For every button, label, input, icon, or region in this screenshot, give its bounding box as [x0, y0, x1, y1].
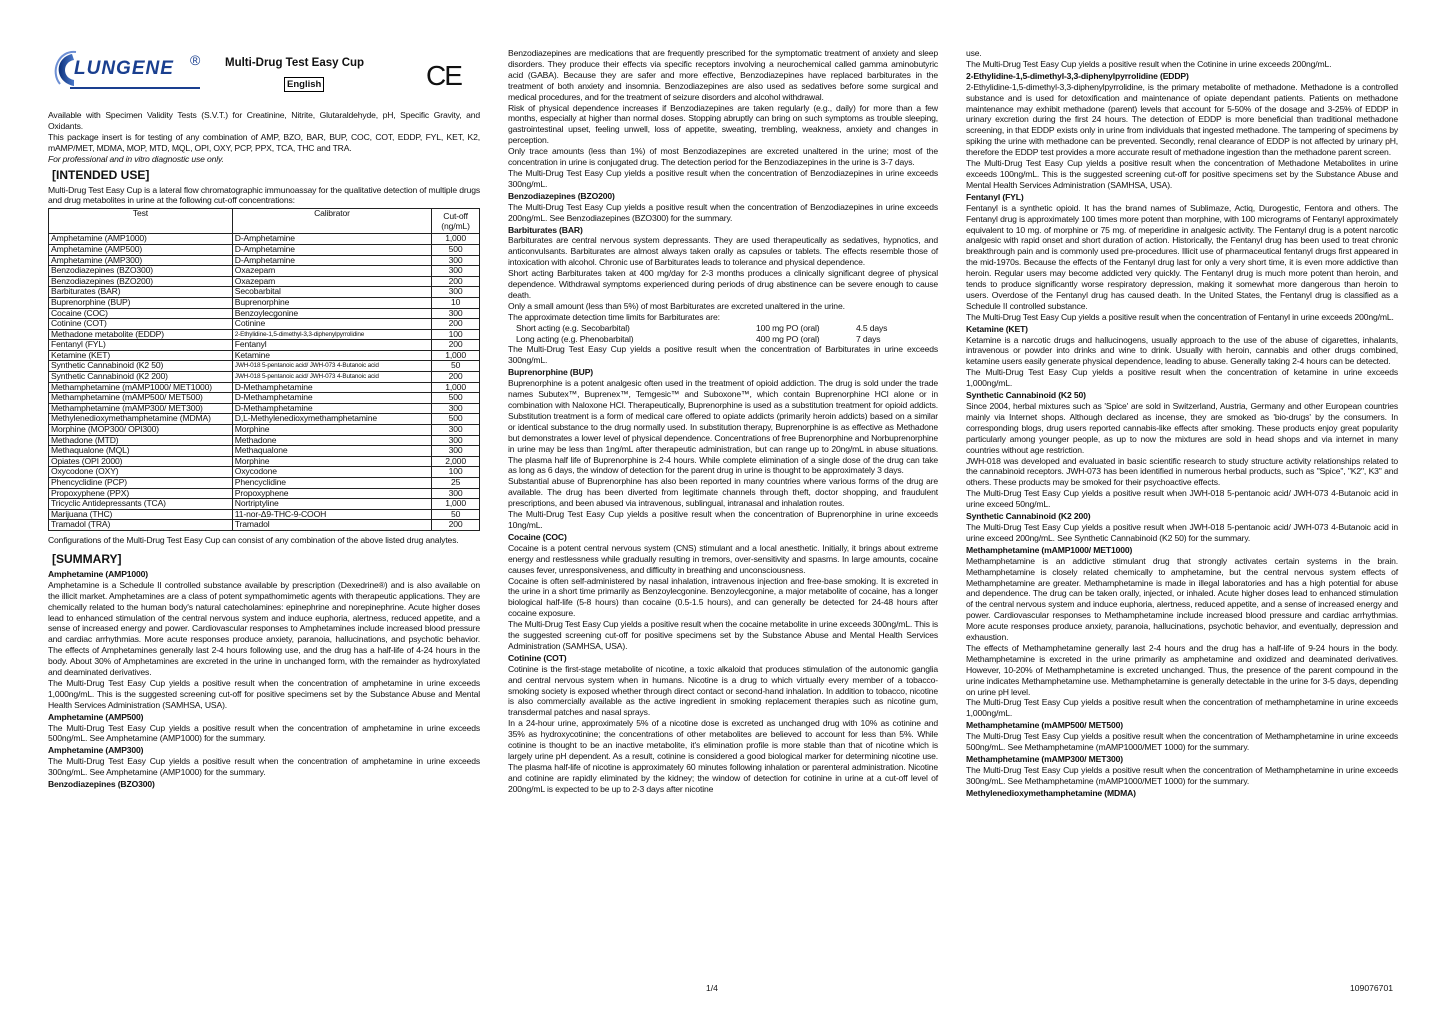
section-subheading: Buprenorphine (BUP) [508, 367, 593, 378]
paragraph: Risk of physical dependence increases if Benzodiazepines are taken regularly (e.g., daily) for more than a few months, especially at higher than normal doses. Stopping abruptly can bring on such symptoms as trouble sleeping, gastrointestinal upset, feeling unwell, loss of appetite, sweating, trembling, weakness, anxiety and changes in perception. [508, 102, 938, 146]
paragraph: Buprenorphine is a potent analgesic often used in the treatment of opioid addiction. The drug is sold under the trade names Subutex™, Buprenex™, Temgesic™ and Suboxone™, which contain Buprenorphine HCl alone or in combination with Naloxone HCl. Therapeutically, Buprenorphine is used as a substitution treatment for opioid addicts. Substitution treatment is a form of medical care offered to opiate addicts (primarily heroin addicts) based on a similar or identical substance to the drug normally used. In substitution therapy, Buprenorphine is as effective as Methadone but demonstrates a lower level of physical dependence. Concentrations of free Buprenorphine and Norbuprenorphine in urine may be less than 1ng/mL after therapeutic administration, but can range up to 20ng/mL in abuse situations. The plasma half life of Buprenorphine is 2-4 hours. While complete elimination of a single dose of the drug can take as long as 6 days, the window of detection for the parent drug in urine is thought to be approximately 3 days. [508, 378, 938, 476]
cell-cutoff: 200 [432, 319, 480, 330]
detection-time-row [508, 334, 938, 345]
ce-mark-icon: CE [426, 60, 461, 91]
intended-use-text: Multi-Drug Test Easy Cup is a lateral flow chromatographic immunoassay for the qualitative detection of multiple drugs and drug metabolites in urine at the following cut-off concentrations: [48, 184, 480, 206]
cell-test: Morphine (MOP300/ OPI300) [49, 425, 233, 436]
section-subheading: Methamphetamine (mAMP1000/ MET1000) [966, 544, 1133, 555]
paragraph: Ketamine is a narcotic drugs and hallucinogens, usually approach to the use of the abuse of cigarettes, inhalants, intravenous or powder into drinks and wine to drink. Usually with heroin, cannabis and other drugs combined, ketamine users easily generate physical dependence, leading to abuse. Generally taking 2-4 hours can be detected. [966, 334, 1398, 367]
paragraph: use. [966, 48, 982, 58]
cell-test: Methamphetamine (mAMP1000/ MET1000) [49, 382, 233, 393]
cell-test: Amphetamine (AMP500) [49, 244, 233, 255]
paragraph: Fentanyl is a synthetic opioid. It has the brand names of Sublimaze, Actiq, Durogestic, Fentora and others. The Fentanyl drug is approximately 100 times more potent than morphine, with 100 micrograms of Fentanyl approximately equivalent to 10 mg. of morphine or 75 mg. of meperidine in analgesic activity. The Fentanyl drug is a potent narcotic analgesic with rapid onset and short duration of action. Historically, the Fentanyl drug has been used to treat chronic breakthrough pain and is commonly used pre-procedures. Illicit use of pharmaceutical fentanyl drugs first appeared in the mid-1970s. Because the effects of the Fentanyl drug last for only a very short time, it is even more addictive than heroin. Regular users may become addicted very quickly. The Fentanyl drug is much more potent than heroin, and tends to produce significantly worse respiratory depression, making it somewhat more dangerous than heroin to users. Overdose of the Fentanyl drug has caused death. In the United States, the Fentanyl drug is classified as a Schedule II controlled substance. [966, 202, 1398, 311]
page-number: 1/4 [706, 983, 718, 993]
cell-calibrator: Buprenorphine [232, 297, 431, 308]
cell-cutoff: 50 [432, 361, 480, 372]
column-1 [48, 110, 480, 790]
section-subheading: Benzodiazepines (BZO200) [508, 190, 615, 201]
document-title: Multi-Drug Test Easy Cup [225, 57, 365, 69]
paragraph: JWH-018 was developed and evaluated in basic scientific research to study structure activity relationships related to the cannabinoid receptors. JWH-073 has been identified in numerous herbal products, such as "Spice", "K2", K3" and others. These products may be smoked for their psychoactive effects. [966, 455, 1398, 488]
cell-calibrator: Cotinine [232, 319, 431, 330]
table-row [49, 340, 480, 351]
cell-test: Synthetic Cannabinoid (K2 50) [49, 361, 233, 372]
cell-calibrator: Morphine [232, 425, 431, 436]
section-subheading: Benzodiazepines (BZO300) [48, 779, 155, 790]
cell-calibrator: Oxycodone [232, 467, 431, 478]
logo-text: LUNGENE [74, 58, 174, 79]
table-row [49, 435, 480, 446]
intro-svt: Available with Specimen Validity Tests (S.V.T.) for Creatinine, Nitrite, Glutaraldehyde, pH, Specific Gravity, and Oxidants. [48, 110, 480, 131]
cell-cutoff: 300 [432, 308, 480, 319]
paragraph: The Multi-Drug Test Easy Cup yields a positive result when JWH-018 5-pentanoic acid/ JWH-073 4-Butanoic acid in urine exceed 200ng/mL. See Synthetic Cannabinoid (K2 50) for the summary. [966, 521, 1398, 543]
cell-test: Opiates (OPI 2000) [49, 456, 233, 467]
paragraph: 2-Ethylidine-1,5-dimethyl-3,3-diphenylpyrrolidine, is the primary metabolite of methadone. Methadone is a controlled substance and is used for detoxification and maintenance of opiate dependant patients. Patients on methadone maintenance may exhibit methadone (parent) levels that account for 5-50% of the dosage and 3-25% of EDDP in urinary excretion during the first 24 hours. The detection of EDDP is more beneficial than traditional methadone screening, in that EDDP exists only in urine from individuals that ingested methadone. The tampering of specimens by spiking the urine with methadone can be prevented. Secondly, renal clearance of EDDP is not affected by urinary pH, therefore the EDDP test provides a more accurate result of methadone ingestion than the methadone parent screen. [966, 81, 1398, 158]
section-subheading: 2-Ethylidine-1,5-dimethyl-3,3-diphenylpyrrolidine (EDDP) [966, 70, 1189, 81]
table-row [49, 308, 480, 319]
cell-calibrator: D-Methamphetamine [232, 393, 431, 404]
table-row [49, 446, 480, 457]
cell-test: Phencyclidine (PCP) [49, 478, 233, 489]
intro-professional: For professional and in vitro diagnostic use only. [48, 153, 224, 164]
cell-test: Oxycodone (OXY) [49, 467, 233, 478]
document-code: 109076701 [1350, 983, 1394, 993]
table-row [49, 520, 480, 531]
column-3 [966, 48, 1398, 799]
cell-cutoff: 200 [432, 520, 480, 531]
table-header-row [49, 209, 480, 234]
cell-test: Fentanyl (FYL) [49, 340, 233, 351]
cell-calibrator: Oxazepam [232, 266, 431, 277]
table-row [49, 329, 480, 340]
paragraph: The Multi-Drug Test Easy Cup yields a positive result when the concentration of Benzodiazepines in urine exceeds 300ng/mL. [508, 167, 938, 189]
cell-calibrator: 11-nor-Δ9-THC-9-COOH [232, 509, 431, 520]
cell-cutoff: 200 [432, 276, 480, 287]
paragraph: Only a small amount (less than 5%) of most Barbiturates are excreted unaltered in the urine. [508, 300, 845, 311]
header-cutoff: Cut-off (ng/mL) [432, 209, 480, 234]
paragraph: The Multi-Drug Test Easy Cup yields a positive result when the concentration of Methadone Metabolites in urine exceeds 100ng/mL. This is the suggested screening cut-off for positive specimens set by the Substance Abuse and Mental Health Services Administration (SAMHSA, USA). [966, 158, 1398, 190]
intended-use-heading: [INTENDED USE] [52, 167, 150, 182]
paragraph: Substantial abuse of Buprenorphine has also been reported in many countries where various forms of the drug are available. The drug has been diverted from legitimate channels through theft, doctor shopping, and fraudulent prescriptions, and been abused via intravenous, sublingual, intranasal and inhalation routes. [508, 476, 938, 509]
cell-test: Amphetamine (AMP300) [49, 255, 233, 266]
cell-cutoff: 300 [432, 255, 480, 266]
config-text: Configurations of the Multi-Drug Test Easy Cup can consist of any combination of the above listed drug analytes. [48, 534, 459, 545]
paragraph: Benzodiazepines are medications that are frequently prescribed for the symptomatic treatment of anxiety and sleep disorders. They produce their effects via specific receptors involving a neurochemical called gamma aminobutyric acid (GABA). Because they are safer and more effective, Benzodiazepines have replaced barbiturates in the treatment of both anxiety and insomnia. Benzodiazepines are also used as sedatives before some surgical and medical procedures, and for the treatment of seizure disorders and alcohol withdrawal. [508, 48, 938, 102]
paragraph: The Multi-Drug Test Easy Cup yields a positive result when the concentration of amphetamine in urine exceeds 300ng/mL. See Amphetamine (AMP1000) for the summary. [48, 756, 480, 778]
paragraph: The Multi-Drug Test Easy Cup yields a positive result when the Cotinine in urine exceeds 200ng/mL. [966, 58, 1332, 69]
cell-test: Methadone (MTD) [49, 435, 233, 446]
cell-cutoff: 1,000 [432, 350, 480, 361]
paragraph: The Multi-Drug Test Easy Cup yields a positive result when JWH-018 5-pentanoic acid/ JWH-073 4-Butanoic acid in urine exceed 50ng/mL. [966, 488, 1398, 510]
table-row [49, 234, 480, 245]
table-row [49, 244, 480, 255]
detection-time-cell: 4.5 days [856, 322, 888, 333]
cell-calibrator: Ketamine [232, 350, 431, 361]
table-row [49, 287, 480, 298]
section-subheading: Synthetic Cannabinoid (K2 200) [966, 511, 1091, 522]
cell-calibrator: Methadone [232, 435, 431, 446]
section-subheading: Synthetic Cannabinoid (K2 50) [966, 390, 1086, 401]
paragraph: The approximate detection time limits for Barbiturates are: [508, 311, 720, 322]
paragraph: In a 24-hour urine, approximately 5% of a nicotine dose is excreted as unchanged drug with 10% as cotinine and 35% as hydroxycotinine; the concentrations of other metabolites are believed to account for less than 5%. While cotinine is thought to be an inactive metabolite, it's elimination profile is more stable than that of nicotine which is largely urine pH dependent. As a result, cotinine is considered a good biological marker for determining nicotine use. The plasma half-life of nicotine is approximately 60 minutes following inhalation or parenteral administration. Nicotine and cotinine are rapidly eliminated by the kidney; the window of detection for cotinine in urine at a cut-off level of 200ng/mL is expected to be up to 2-3 days after nicotine [508, 718, 938, 794]
section-subheading: Amphetamine (AMP1000) [48, 568, 149, 579]
cell-calibrator: D,L-Methylenedioxymethamphetamine [232, 414, 431, 425]
paragraph: The Multi-Drug Test Easy Cup yields a positive result when the concentration of methamphetamine in urine exceeds 1,000ng/mL. [966, 697, 1398, 719]
table-row [49, 414, 480, 425]
detection-time-cell: Short acting (e.g. Secobarbital) [516, 322, 630, 333]
table-row [49, 319, 480, 330]
cell-cutoff: 300 [432, 403, 480, 414]
cell-cutoff: 300 [432, 435, 480, 446]
cell-test: Benzodiazepines (BZO200) [49, 276, 233, 287]
cell-test: Buprenorphine (BUP) [49, 297, 233, 308]
cell-cutoff: 300 [432, 287, 480, 298]
cell-test: Tricyclic Antidepressants (TCA) [49, 499, 233, 510]
paragraph: The Multi-Drug Test Easy Cup yields a positive result when the concentration of Benzodiazepines in urine exceeds 200ng/mL. See Benzodiazepines (BZO300) for the summary. [508, 201, 938, 223]
cell-calibrator: Methaqualone [232, 446, 431, 457]
paragraph: Short acting Barbiturates taken at 400 mg/day for 2-3 months produces a clinically significant degree of physical dependence. Withdrawal symptoms experienced during periods of drug abstinence can be severe enough to cause death. [508, 268, 938, 300]
cell-calibrator: D-Methamphetamine [232, 382, 431, 393]
paragraph: The Multi-Drug Test Easy Cup yields a positive result when the concentration of ketamine in urine exceeds 1,000ng/mL. [966, 367, 1398, 389]
paragraph: Since 2004, herbal mixtures such as 'Spice' are sold in Switzerland, Austria, Germany and other European countries mainly via Internet shops. Although declared as incense, they are smoked as 'bio-drugs' by the consumers. In corresponding blogs, drug users reported cannabis-like effects after smoking. These products enjoy great popularity particularly among younger people, as up to now the mixtures are sold in head shops and via internet in many countries without age restriction. [966, 401, 1398, 455]
cell-test: Amphetamine (AMP1000) [49, 234, 233, 245]
cell-cutoff: 200 [432, 340, 480, 351]
header-calibrator: Calibrator [232, 209, 431, 234]
cell-cutoff: 300 [432, 488, 480, 499]
table-row [49, 509, 480, 520]
paragraph: The Multi-Drug Test Easy Cup yields a positive result when the concentration of Barbiturates in urine exceeds 300ng/mL. [508, 344, 938, 366]
table-row [49, 488, 480, 499]
paragraph: Cotinine is the first-stage metabolite of nicotine, a toxic alkaloid that produces stimulation of the autonomic ganglia and central nervous system when in humans. Nicotine is a drug to which virtually every member of a tobacco-smoking society is exposed whether through direct contact or second-hand inhalation. In addition to tobacco, nicotine is also commercially available as the active ingredient in smoking replacement therapies such as nicotine gum, transdermal patches and nasal sprays. [508, 663, 938, 718]
cell-calibrator: D-Amphetamine [232, 234, 431, 245]
paragraph: Amphetamine is a Schedule II controlled substance available by prescription (Dexedrine®) and is also available on the illicit market. Amphetamines are a class of potent sympathomimetic agents with therapeutic applications. They are chemically related to the human body's natural catecholamines: epinephrine and norepinephrine. Acute higher doses lead to enhanced stimulation of the central nervous system and induce euphoria, alertness, reduced appetite, and a sense of increased energy and power. Cardiovascular responses to Amphetamines include increased blood pressure and cardiac arrhythmias. More acute responses produce anxiety, paranoia, hallucinations, and psychotic behavior. The effects of Amphetamines generally last 2-4 hours following use, and the drug has a half-life of 4-24 hours in the body. About 30% of Amphetamines are excreted in the urine in unchanged form, with the remainder as hydroxylated and deaminated derivatives. [48, 579, 480, 678]
cell-cutoff: 300 [432, 266, 480, 277]
header-test: Test [49, 209, 233, 234]
cell-calibrator: Secobarbital [232, 287, 431, 298]
paragraph: Only trace amounts (less than 1%) of most Benzodiazepines are excreted unaltered in the urine; most of the concentration in urine is conjugated drug. The detection period for the Benzodiazepines in the urine is 3-7 days. [508, 146, 938, 168]
cell-cutoff: 100 [432, 467, 480, 478]
cell-test: Methamphetamine (mAMP500/ MET500) [49, 393, 233, 404]
detection-time-cell: 7 days [856, 333, 881, 344]
section-subheading: Fentanyl (FYL) [966, 191, 1024, 202]
table-row [49, 467, 480, 478]
detection-time-cell: Long acting (e.g. Phenobarbital) [516, 333, 634, 344]
cell-test: Cotinine (COT) [49, 319, 233, 330]
cell-test: Tramadol (TRA) [49, 520, 233, 531]
table-row [49, 382, 480, 393]
summary-section [48, 569, 480, 790]
language-label: English [284, 77, 324, 92]
cell-cutoff: 50 [432, 509, 480, 520]
cell-calibrator: Tramadol [232, 520, 431, 531]
cell-cutoff: 10 [432, 297, 480, 308]
table-row [49, 255, 480, 266]
paragraph: The Multi-Drug Test Easy Cup yields a positive result when the concentration of amphetamine in urine exceeds 1,000ng/mL. This is the suggested screening cut-off for positive specimens set by the Substance Abuse and Mental Health Services Administration (SAMHSA, USA). [48, 677, 480, 710]
paragraph: The Multi-Drug Test Easy Cup yields a positive result when the concentration of Methamphetamine in urine exceeds 500ng/mL. See Methamphetamine (mAMP1000/MET 1000) for the summary. [966, 731, 1398, 753]
section-subheading: Cotinine (COT) [508, 652, 567, 663]
cell-calibrator: D-Amphetamine [232, 244, 431, 255]
paragraph: Barbiturates are central nervous system depressants. They are used therapeutically as sedatives, hypnotics, and anticonvulsants. Barbiturates are almost always taken orally as capsules or tablets. The effects resemble those of intoxication with alcohol. Chronic use of Barbiturates leads to tolerance and physical dependence. [508, 235, 938, 268]
cell-cutoff: 200 [432, 372, 480, 383]
section-subheading: Methamphetamine (mAMP500/ MET500) [966, 720, 1123, 731]
cell-test: Methamphetamine (mAMP300/ MET300) [49, 403, 233, 414]
section-subheading: Cocaine (COC) [508, 531, 567, 542]
detection-time-cell: 100 mg PO (oral) [756, 322, 820, 333]
paragraph: The Multi-Drug Test Easy Cup yields a positive result when the concentration of amphetamine in urine exceeds 500ng/mL. See Amphetamine (AMP1000) for the summary. [48, 722, 480, 744]
cell-test: Cocaine (COC) [49, 308, 233, 319]
paragraph: The Multi-Drug Test Easy Cup yields a positive result when the concentration of Methamphetamine in urine exceeds 300ng/mL. See Methamphetamine (mAMP1000/MET 1000) for the summary. [966, 764, 1398, 786]
paragraph: The Multi-Drug Test Easy Cup yields a positive result when the cocaine metabolite in urine exceeds 300ng/mL. This is the suggested screening cut-off for positive specimens set by the Substance Abuse and Mental Health Services Administration (SAMHSA, USA). [508, 619, 938, 651]
table-row [49, 361, 480, 372]
section-subheading: Methylenedioxymethamphetamine (MDMA) [966, 787, 1136, 798]
paragraph: The effects of Methamphetamine generally last 2-4 hours and the drug has a half-life of 9-24 hours in the body. Methamphetamine is excreted in the urine primarily as amphetamine and oxidized and deaminated derivatives. However, 10-20% of Methamphetamine is excreted unchanged. Thus, the presence of the parent compound in the urine indicates Methamphetamine use. Methamphetamine is generally detectable in the urine for 3-5 days, depending on urine pH level. [966, 642, 1398, 697]
table-row [49, 350, 480, 361]
section-subheading: Methamphetamine (mAMP300/ MET300) [966, 754, 1123, 764]
cell-cutoff: 300 [432, 425, 480, 436]
cell-calibrator: Phencyclidine [232, 478, 431, 489]
cell-calibrator: JWH-018 5-pentanoic acid/ JWH-073 4-Butanoic acid [232, 361, 431, 372]
registered-mark: ® [190, 52, 201, 68]
paragraph: The Multi-Drug Test Easy Cup yields a positive result when the concentration of Fentanyl in urine exceeds 200ng/mL. [966, 311, 1394, 322]
cell-calibrator: Propoxyphene [232, 488, 431, 499]
cell-calibrator: D-Amphetamine [232, 255, 431, 266]
cell-cutoff: 2,000 [432, 456, 480, 467]
cell-cutoff: 25 [432, 478, 480, 489]
cell-test: Ketamine (KET) [49, 350, 233, 361]
table-row [49, 276, 480, 287]
cell-calibrator: Morphine [232, 456, 431, 467]
paragraph: Cocaine is a potent central nervous system (CNS) stimulant and a local anesthetic. Initially, it brings about extreme energy and restlessness while gradually resulting in tremors, over-sensitivity and spasms. In large amounts, cocaine causes fever, unresponsiveness, and difficulty in breathing and unconsciousness. [508, 542, 938, 575]
paragraph: Methamphetamine is an addictive stimulant drug that strongly activates certain systems in the brain. Methamphetamine is closely related chemically to amphetamine, but the central nervous system effects of Methamphetamine are greater. Methamphetamine is made in illegal laboratories and has a high potential for abuse and dependence. The drug can be taken orally, injected, or inhaled. Acute higher doses lead to enhanced stimulation of the central nervous system and induce euphoria, alertness, reduced appetite, and a sense of increased energy and power. Cardiovascular responses to Methamphetamine include increased blood pressure and cardiac arrhythmias. More acute responses produce anxiety, paranoia, hallucinations, psychotic behavior, and eventually, depression and exhaustion. [966, 555, 1398, 643]
cell-cutoff: 100 [432, 329, 480, 340]
table-row [49, 266, 480, 277]
cell-test: Methaqualone (MQL) [49, 446, 233, 457]
cell-cutoff: 500 [432, 244, 480, 255]
summary-heading: [SUMMARY] [52, 551, 122, 566]
cell-cutoff: 1,000 [432, 234, 480, 245]
table-row [49, 393, 480, 404]
table-row [49, 372, 480, 383]
cell-calibrator: Nortriptyline [232, 499, 431, 510]
cutoff-table [48, 208, 480, 531]
cell-calibrator: Fentanyl [232, 340, 431, 351]
intro-combination: This package insert is for testing of any combination of AMP, BZO, BAR, BUP, COC, COT, EDDP, FYL, KET, K2, mAMP/MET, MDMA, MOP, MTD, MQL, OPI, OXY, PCP, PPX, TCA, THC and TRA. [48, 131, 480, 153]
cell-cutoff: 500 [432, 393, 480, 404]
cell-calibrator: 2-Ethylidine-1,5-dimethyl-3,3-diphenylpyrrolidine [232, 329, 431, 340]
cell-calibrator: D-Methamphetamine [232, 403, 431, 414]
cell-test: Methadone metabolite (EDDP) [49, 329, 233, 340]
section-subheading: Barbiturates (BAR) [508, 224, 583, 235]
cell-test: Marijuana (THC) [49, 509, 233, 520]
paragraph: Cocaine is often self-administered by nasal inhalation, intravenous injection and free-base smoking. It is excreted in the urine in a short time primarily as Benzoylecgonine. Benzoylecgonine, a major metabolite of cocaine, has a longer biological half-life (5-8 hours) than cocaine (0.5-1.5 hours), and can generally be detected for 24-48 hours after cocaine exposure. [508, 575, 938, 619]
table-row [49, 499, 480, 510]
paragraph: The Multi-Drug Test Easy Cup yields a positive result when the concentration of Buprenorphine in urine exceeds 10ng/mL. [508, 509, 938, 530]
section-subheading: Ketamine (KET) [966, 323, 1028, 334]
table-row [49, 456, 480, 467]
cell-cutoff: 300 [432, 446, 480, 457]
cell-cutoff: 1,000 [432, 499, 480, 510]
cell-test: Benzodiazepines (BZO300) [49, 266, 233, 277]
cell-test: Barbiturates (BAR) [49, 287, 233, 298]
cell-test: Methylenedioxymethamphetamine (MDMA) [49, 414, 233, 425]
cell-test: Synthetic Cannabinoid (K2 200) [49, 372, 233, 383]
cell-calibrator: Benzoylecgonine [232, 308, 431, 319]
cell-calibrator: Oxazepam [232, 276, 431, 287]
section-subheading: Amphetamine (AMP500) [48, 711, 144, 722]
table-row [49, 425, 480, 436]
table-row [49, 403, 480, 414]
cell-calibrator: JWH-018 5-pentanoic acid/ JWH-073 4-Butanoic acid [232, 372, 431, 383]
cell-cutoff: 500 [432, 414, 480, 425]
column-2 [508, 48, 938, 795]
detection-time-cell: 400 mg PO (oral) [756, 333, 820, 344]
table-row [49, 478, 480, 489]
cell-test: Propoxyphene (PPX) [49, 488, 233, 499]
cell-cutoff: 1,000 [432, 382, 480, 393]
section-subheading: Amphetamine (AMP300) [48, 745, 144, 756]
detection-time-row [508, 323, 938, 334]
table-row [49, 297, 480, 308]
